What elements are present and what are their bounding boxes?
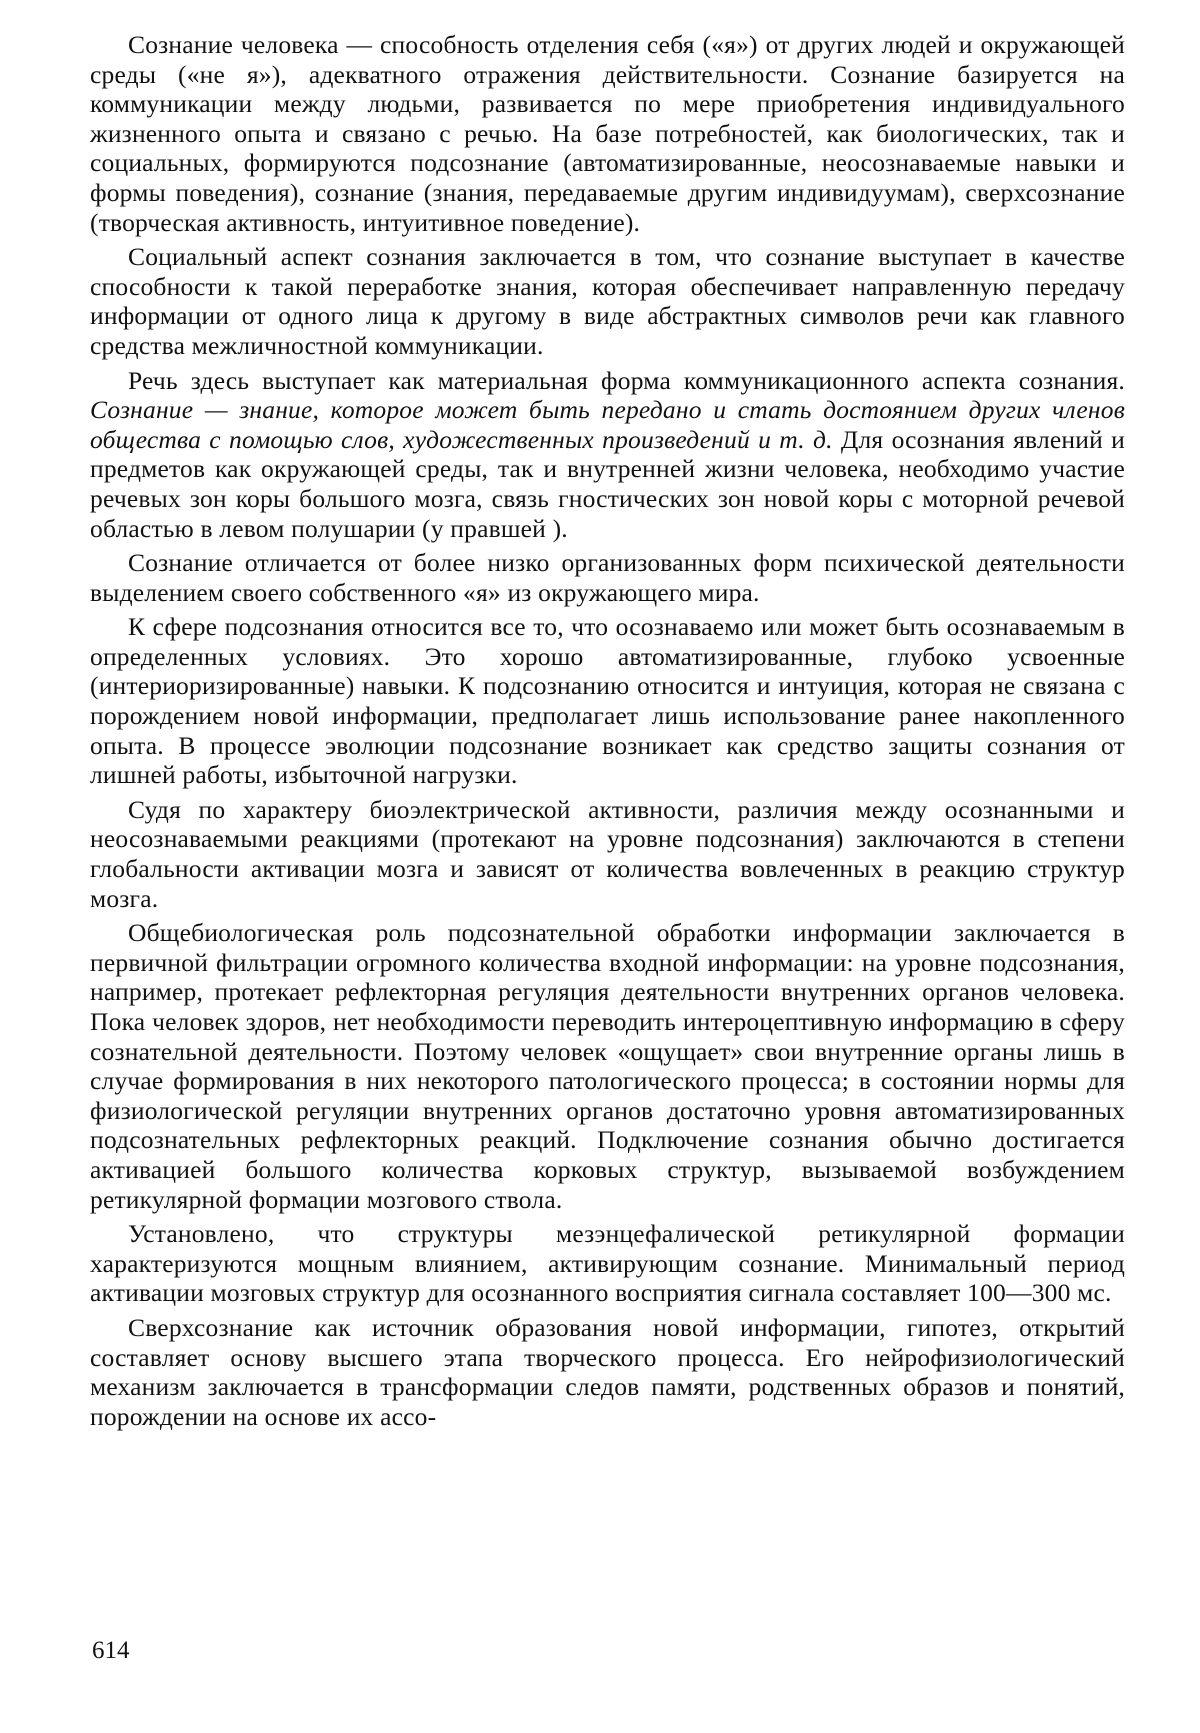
paragraph-speech-italic-definition: Сознание — знание, которое может быть передано и стать достоянием других членов общества с помощью слов, художественных произведений и т. д. [90, 395, 1125, 454]
body-text [90, 30, 1125, 1431]
paragraph-self-distinction: Сознание отличается от более низко организованных форм психической деятельности выделением своего собственного «я» из окружающего мира. [90, 548, 1125, 607]
paragraph-biological-role: Общебиологическая роль подсознательной обработки информации заключается в первичной фильтрации огромного количества входной информации: на уровне подсознания, например, протекает рефлекторная регуляция деятельности внутренних органов человека. Пока человек здоров, нет необходимости переводить интероцептивную информацию в сферу сознательной деятельности. Поэтому человек «ощущает» свои внутренние органы лишь в случае формирования в них некоторого патологического процесса; в состоянии нормы для физиологической регуляции внутренних органов достаточно уровня автоматизированных подсознательных рефлекторных реакций. Подключение сознания обычно достигается активацией большого количества корковых структур, вызываемой возбуждением ретикулярной формации мозгового ствола. [90, 918, 1125, 1214]
paragraph-bioelectric-activity: Судя по характеру биоэлектрической активности, различия между осознанными и неосознаваемыми реакциями (протекают на уровне подсознания) заключаются в степени глобальности активации мозга и зависят от количества вовлеченных в реакцию структур мозга. [90, 794, 1125, 913]
paragraph-speech-intro: Речь здесь выступает как материальная форма коммуникационного аспекта сознания. [128, 365, 1125, 395]
paragraph-superconsciousness: Сверхсознание как источник образования новой информации, гипотез, открытий составляет основу высшего этапа творческого процесса. Его нейрофизиологический механизм заключается в трансформации следов памяти, родственных образов и понятий, порождении на основе их ассо- [90, 1312, 1125, 1431]
paragraph-reticular-formation: Установлено, что структуры мезэнцефалической ретикулярной формации характеризуются мощным влиянием, активирующим сознание. Минимальный период активации мозговых структур для осознанного восприятия сигнала составляет 100—300 мс. [90, 1219, 1125, 1308]
paragraph-subconscious-sphere: К сфере подсознания относится все то, что осознаваемо или может быть осознаваемым в определенных условиях. Это хорошо автоматизированные, глубоко усвоенные (интериоризированные) навыки. К подсознанию относится и интуиция, которая не связана с порождением новой информации, предполагает лишь использование ранее накопленного опыта. В процессе эволюции подсознание возникает как средство защиты сознания от лишней работы, избыточной нагрузки. [90, 612, 1125, 790]
paragraph-speech [90, 366, 1125, 544]
paragraph-speech-continuation: Для осознания явлений и предметов как окружающей среды, так и внутренней жизни человека, необходимо участие речевых зон коры большого мозга, связь гностических зон новой коры с моторной речевой областью в левом полушарии (у правшей ). [90, 424, 1125, 543]
page-number: 614 [92, 1637, 130, 1664]
paragraph-social-aspect: Социальный аспект сознания заключается в том, что сознание выступает в качестве способности к такой переработке знания, которая обеспечивает направленную передачу информации от одного лица к другому в виде абстрактных символов речи как главного средства межличностной коммуникации. [90, 242, 1125, 360]
paragraph-consciousness-definition: Сознание человека — способность отделения себя («я») от других людей и окружающей среды («не я»), адекватного отражения действительности. Сознание базируется на коммуникации между людьми, развивается по мере приобретения индивидуального жизненного опыта и связано с речью. На базе потребностей, как биологических, так и социальных, формируются подсознание (автоматизированные, неосознаваемые навыки и формы поведения), сознание (знания, передаваемые другим индивидуумам), сверхсознание (творческая активность, интуитивное поведение). [90, 30, 1125, 237]
